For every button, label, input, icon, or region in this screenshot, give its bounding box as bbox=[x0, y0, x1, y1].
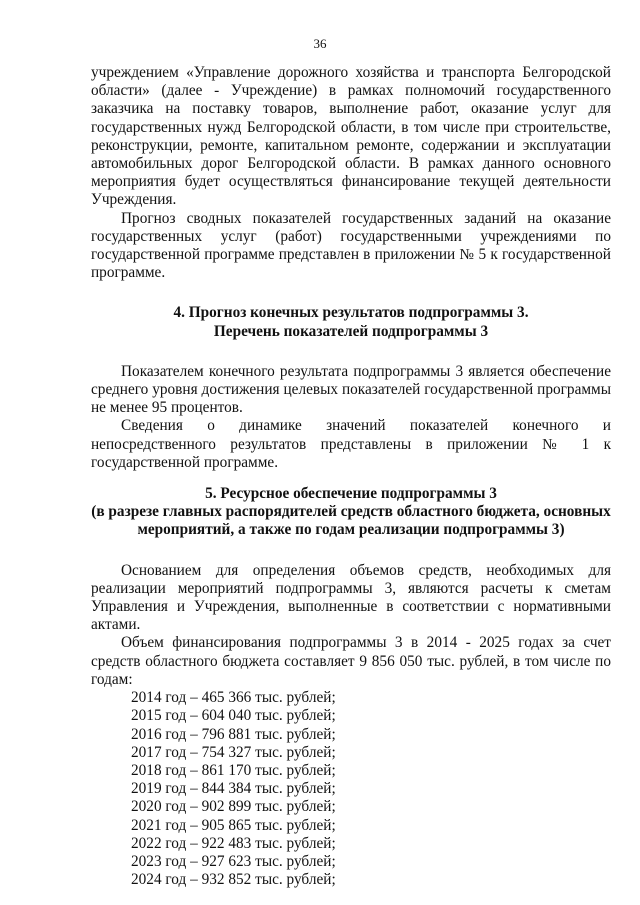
year-line-2018: 2018 год – 861 170 тыс. рублей; bbox=[131, 761, 336, 779]
year-line-2014: 2014 год – 465 366 тыс. рублей; bbox=[131, 689, 336, 707]
year-line-2015: 2015 год – 604 040 тыс. рублей; bbox=[131, 707, 336, 725]
paragraph-indicator: Показателем конечного результата подпрограммы 3 является обеспечение среднего уровня достижения целевых показателей государственной программы не менее 95 процентов. bbox=[91, 362, 611, 417]
section-5-heading-line-2: (в разрезе главных распорядителей средств областного бюджета, основных мероприятий, а также по годам реализации подпрограммы 3) bbox=[91, 503, 611, 539]
paragraph-forecast: Прогноз сводных показателей государственных заданий на оказание государственных услуг (работ) государственными учреждениями по государственной программе представлен в приложении № 5 к государственной программе. bbox=[91, 209, 611, 282]
section-4-heading-line-2: Перечень показателей подпрограммы 3 bbox=[213, 322, 489, 340]
section-5-heading-line-1: 5. Ресурсное обеспечение подпрограммы 3 bbox=[205, 485, 497, 503]
year-line-2023: 2023 год – 927 623 тыс. рублей; bbox=[131, 852, 336, 870]
page-number: 36 bbox=[313, 36, 327, 51]
year-line-2020: 2020 год – 902 899 тыс. рублей; bbox=[131, 798, 336, 816]
year-line-2017: 2017 год – 754 327 тыс. рублей; bbox=[131, 743, 336, 761]
section-4-heading-line-1: 4. Прогноз конечных результатов подпрограммы 3. bbox=[173, 304, 529, 322]
paragraph-volume: Объем финансирования подпрограммы 3 в 2014 - 2025 годах за счет средств областного бюджета составляет 9 856 050 тыс. рублей, в том числе по годам: bbox=[91, 634, 611, 688]
paragraph-dynamics: Сведения о динамике значений показателей конечного и непосредственного результатов представлены в приложении № 1 к государственной программе. bbox=[91, 417, 611, 471]
paragraph-intro: учреждением «Управление дорожного хозяйства и транспорта Белгородской области» (далее - Учреждение) в рамках полномочий государственного заказчика на поставку товаров, выполнение работ, оказание услуг для государственных нужд Белгородской области, в том числе при строительстве, реконструкции, ремонте, капитальном ремонте, содержании и эксплуатации автомобильных дорог Белгородской области. В рамках данного основного мероприятия будет осуществляться финансирование текущей деятельности Учреждения. bbox=[91, 64, 611, 209]
yearly-funding-list bbox=[91, 689, 611, 889]
year-line-2016: 2016 год – 796 881 тыс. рублей; bbox=[131, 725, 336, 743]
year-line-2022: 2022 год – 922 483 тыс. рублей; bbox=[131, 834, 336, 852]
year-line-2024: 2024 год – 932 852 тыс. рублей; bbox=[131, 871, 336, 889]
paragraph-basis: Основанием для определения объемов средств, необходимых для реализации мероприятий подпрограммы 3, являются расчеты к сметам Управления и Учреждения, выполненные в соответствии с нормативными актами. bbox=[91, 561, 611, 634]
page-content bbox=[91, 64, 611, 889]
year-line-2019: 2019 год – 844 384 тыс. рублей; bbox=[131, 780, 336, 798]
year-line-2021: 2021 год – 905 865 тыс. рублей; bbox=[131, 816, 336, 834]
